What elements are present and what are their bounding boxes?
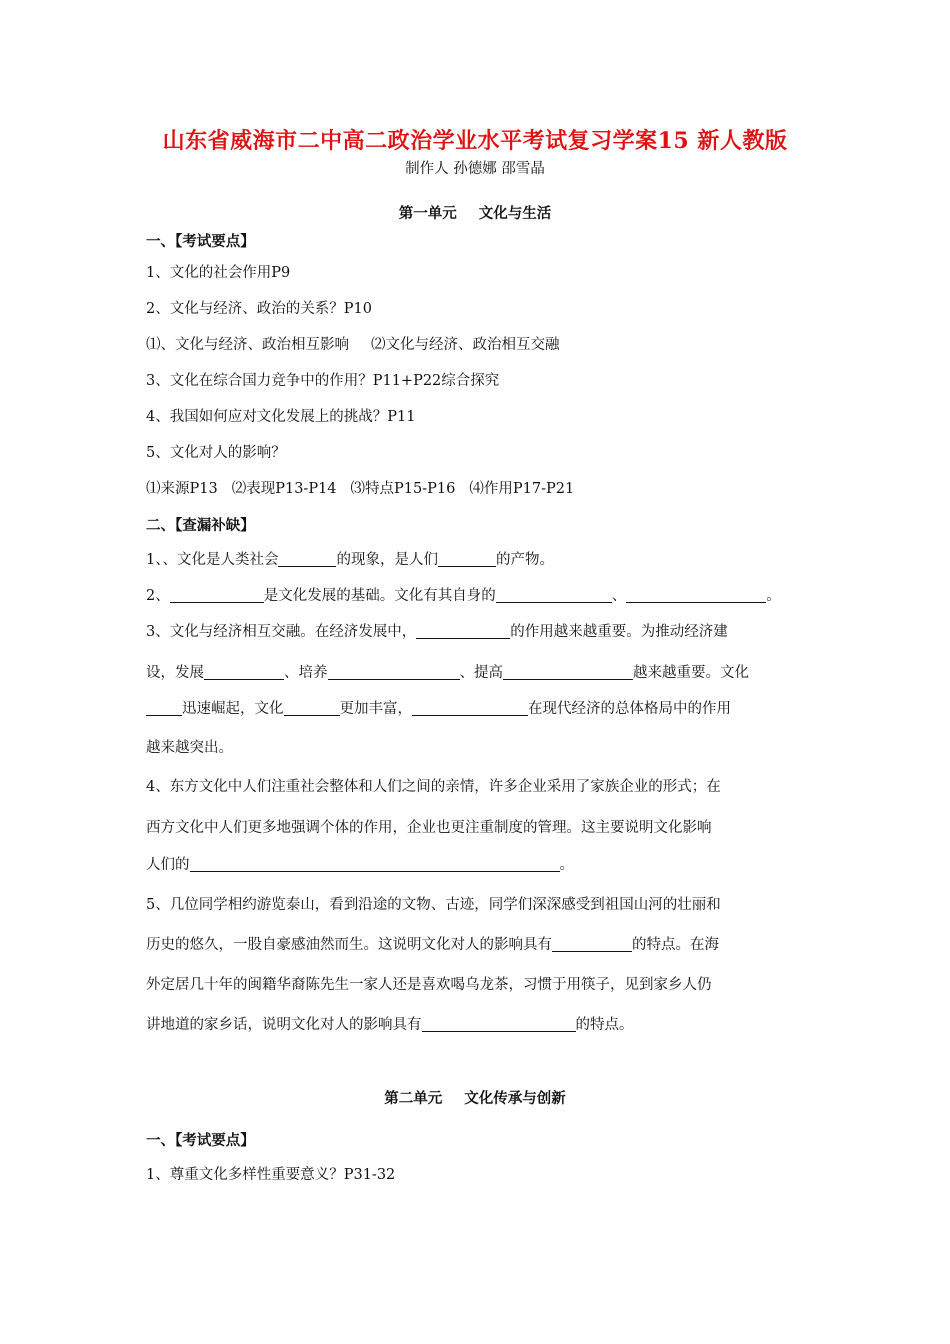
answer-blank[interactable] bbox=[190, 856, 560, 872]
q-text: 1、、文化是人类社会 bbox=[146, 552, 279, 568]
point-sub-b: ⑵文化与经济、政治相互交融 bbox=[371, 337, 560, 353]
q-text: 、 bbox=[611, 588, 627, 604]
point-line: 5、文化对人的影响？ bbox=[146, 445, 286, 461]
q-text: 迅速崛起，文化 bbox=[182, 701, 284, 717]
document-title: 山东省威海市二中高二政治学业水平考试复习学案15 新人教版 bbox=[162, 128, 788, 154]
q-text: 的特点。在海 bbox=[632, 937, 719, 953]
unit1-heading bbox=[0, 202, 950, 223]
unit1-section-review: 二、【查漏补缺】 bbox=[146, 517, 255, 534]
point-sub-a: ⑴、文化与经济、政治相互影响 bbox=[146, 337, 349, 353]
answer-blank[interactable] bbox=[170, 587, 264, 603]
unit1-name: 文化与生活 bbox=[478, 205, 552, 222]
answer-blank[interactable] bbox=[422, 1016, 576, 1032]
point-line: 1、文化的社会作用P9 bbox=[146, 265, 291, 281]
unit1-section-exam-points: 一、【考试要点】 bbox=[146, 233, 255, 250]
q-text: 人们的 bbox=[146, 857, 190, 873]
unit2-number: 第二单元 bbox=[384, 1090, 443, 1107]
question-5-line-3: 外定居几十年的闽籍华裔陈先生一家人还是喜欢喝乌龙茶，习惯于用筷子，见到家乡人仍 bbox=[146, 977, 712, 993]
answer-blank[interactable] bbox=[503, 664, 633, 680]
question-2 bbox=[146, 586, 781, 606]
q-text: 。 bbox=[559, 857, 574, 873]
answer-blank[interactable] bbox=[278, 551, 336, 567]
answer-blank[interactable] bbox=[328, 664, 460, 680]
q-text: 更加丰富， bbox=[339, 701, 412, 717]
answer-blank[interactable] bbox=[412, 700, 528, 716]
question-1 bbox=[146, 550, 554, 570]
answer-blank[interactable] bbox=[438, 551, 496, 567]
author-line: 制作人 孙德娜 邵雪晶 bbox=[405, 161, 545, 177]
q-text: 设，发展 bbox=[146, 665, 204, 681]
question-5-line-2 bbox=[146, 935, 719, 955]
answer-blank[interactable] bbox=[284, 700, 340, 716]
answer-blank[interactable] bbox=[416, 623, 510, 639]
point-sub: ⑴来源P13 bbox=[146, 481, 218, 497]
q-text: 。 bbox=[766, 588, 781, 604]
point-line bbox=[146, 479, 574, 499]
answer-blank[interactable] bbox=[146, 700, 182, 716]
point-sub: ⑵表现P13-P14 bbox=[231, 481, 337, 497]
point-line: 2、文化与经济、政治的关系？P10 bbox=[146, 301, 372, 317]
question-4-line-2: 西方文化中人们更多地强调个体的作用，企业也更注重制度的管理。这主要说明文化影响 bbox=[146, 820, 712, 836]
unit1-number: 第一单元 bbox=[398, 205, 457, 222]
question-3-line-2 bbox=[146, 663, 749, 683]
question-3-line-4: 越来越突出。 bbox=[146, 740, 233, 756]
q-text: 的特点。 bbox=[575, 1017, 634, 1033]
question-3-line-3 bbox=[146, 699, 731, 719]
point-line: 1、尊重文化多样性重要意义？P31-32 bbox=[146, 1167, 396, 1183]
unit2-section-exam-points: 一、【考试要点】 bbox=[146, 1132, 255, 1149]
q-text: 历史的悠久，一股自豪感油然而生。这说明文化对人的影响具有 bbox=[146, 937, 552, 953]
q-text: 的作用越来越重要。为推动经济建 bbox=[510, 624, 728, 640]
answer-blank[interactable] bbox=[204, 664, 284, 680]
question-4-line-1: 4、东方文化中人们注重社会整体和人们之间的亲情，许多企业采用了家族企业的形式；在 bbox=[146, 779, 721, 795]
q-text: 、提高 bbox=[459, 665, 503, 681]
question-5-line-4 bbox=[146, 1015, 634, 1035]
q-text: 越来越重要。文化 bbox=[633, 665, 749, 681]
point-sub: ⑷作用P17-P21 bbox=[469, 481, 575, 497]
q-text: 2、 bbox=[146, 588, 170, 604]
answer-blank[interactable] bbox=[552, 936, 632, 952]
unit2-name: 文化传承与创新 bbox=[464, 1090, 566, 1107]
question-3-line-1 bbox=[146, 622, 728, 642]
q-text: 的产物。 bbox=[495, 552, 554, 568]
q-text: 讲地道的家乡话，说明文化对人的影响具有 bbox=[146, 1017, 422, 1033]
answer-blank[interactable] bbox=[626, 587, 766, 603]
point-sub: ⑶特点P15-P16 bbox=[350, 481, 456, 497]
point-line: 3、文化在综合国力竞争中的作用？P11+P22综合探究 bbox=[146, 373, 500, 389]
q-text: 、培养 bbox=[284, 665, 328, 681]
point-line: 4、我国如何应对文化发展上的挑战？P11 bbox=[146, 409, 416, 425]
q-text: 的现象，是人们 bbox=[336, 552, 438, 568]
point-line bbox=[146, 335, 560, 355]
question-4-line-3 bbox=[146, 855, 574, 875]
q-text: 在现代经济的总体格局中的作用 bbox=[528, 701, 731, 717]
question-5-line-1: 5、几位同学相约游览泰山，看到沿途的文物、古迹，同学们深深感受到祖国山河的壮丽和 bbox=[146, 897, 721, 913]
q-text: 是文化发展的基础。文化有其自身的 bbox=[263, 588, 496, 604]
unit2-heading bbox=[0, 1087, 950, 1108]
q-text: 3、文化与经济相互交融。在经济发展中， bbox=[146, 624, 417, 640]
answer-blank[interactable] bbox=[496, 587, 612, 603]
